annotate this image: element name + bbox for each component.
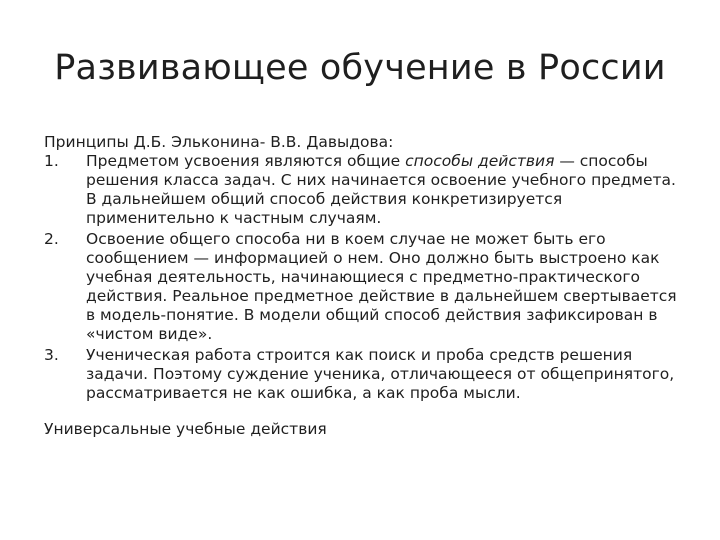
principle-number: 3. [44,346,59,364]
slide-title: Развивающее обучение в России [54,48,666,88]
principles-intro: Принципы Д.Б. Эльконина- В.В. Давыдова: [44,133,394,151]
principle-text-end: — способы решения класса задач. С них начинается освоение учебного предмета. В дальнейшем общий способ действия конкретизируется применительно к частным случаям. [86,152,676,227]
principle-item-3 [44,346,684,403]
principle-number: 2. [44,230,59,248]
principle-item-1 [44,152,684,228]
slide-body [44,133,684,439]
principle-text: Ученическая работа строится как поиск и проба средств решения задачи. Поэтому суждение ученика, отличающееся от общепринятого, рассматривается не как ошибка, а как проба мысли. [86,346,675,402]
universal-actions-heading: Универсальные учебные действия [44,420,327,438]
principles-list [44,152,684,403]
principle-text: Освоение общего способа ни в коем случае не может быть его сообщением — информацией о нем. Оно должно быть выстроено как учебная деятельность, начинающиеся с предметно-практического действия. Реальное предметное действие в дальнейшем свертывается в модель-понятие. В модели общий способ действия зафиксирован в «чистом виде». [86,230,677,343]
principle-text-start: Предметом усвоения являются общие [86,152,406,170]
principle-number: 1. [44,152,59,170]
principle-item-2 [44,230,684,344]
principle-text-italic: способы действия [405,152,555,170]
